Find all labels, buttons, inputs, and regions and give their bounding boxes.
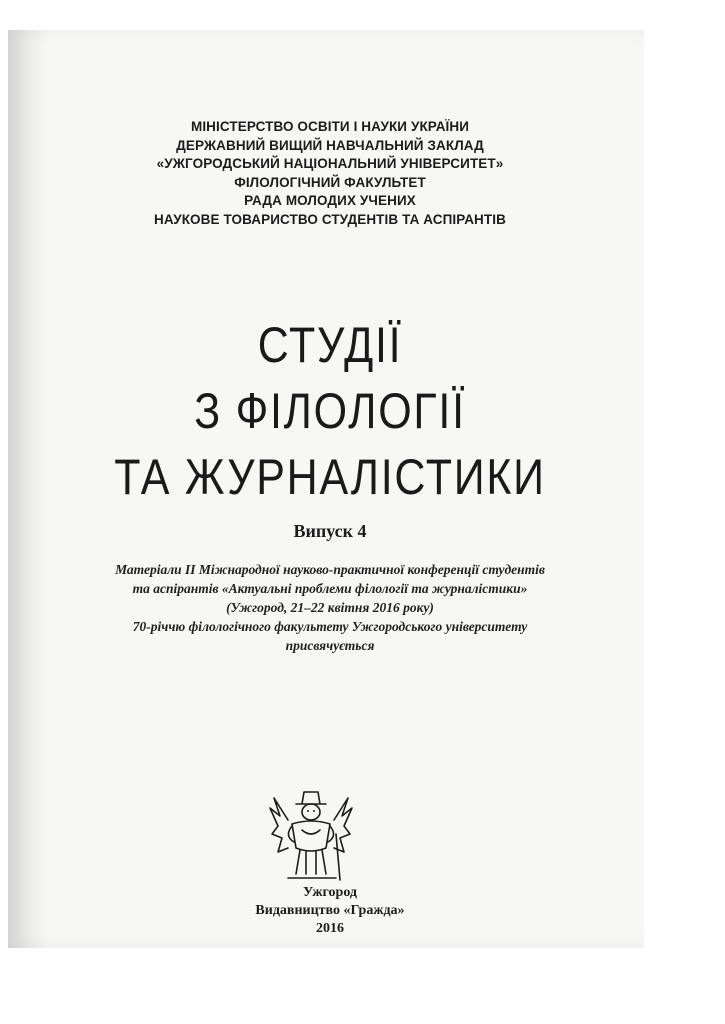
title-line-2: З ФІЛОЛОГІЇ [194, 383, 466, 439]
institution-header [80, 118, 580, 229]
header-line-institution-type: ДЕРЖАВНИЙ ВИЩИЙ НАВЧАЛЬНИЙ ЗАКЛАД [176, 137, 484, 153]
title-line-1: СТУДІЇ [257, 317, 403, 373]
issue-number: Випуск 4 [293, 521, 367, 541]
header-line-faculty: ФІЛОЛОГІЧНИЙ ФАКУЛЬТЕТ [234, 174, 426, 190]
description-line-5: присвячується [285, 638, 375, 653]
publication-footer [80, 884, 580, 938]
header-line-council: РАДА МОЛОДИХ УЧЕНИХ [244, 193, 416, 208]
header-line-ministry: МІНІСТЕРСТВО ОСВІТИ І НАУКИ УКРАЇНИ [190, 119, 470, 134]
publisher-name: Видавництво «Гражда» [255, 903, 405, 918]
description-line-2: та аспірантів «Актуальні проблеми філології та журналістики» [132, 581, 528, 596]
title-line-3: ТА ЖУРНАЛІСТИКИ [114, 449, 546, 505]
header-line-university: «УЖГОРОДСЬКИЙ НАЦІОНАЛЬНИЙ УНІВЕРСИТЕТ» [156, 156, 504, 171]
publication-city: Ужгород [302, 885, 358, 900]
page-spine-shadow [8, 30, 48, 948]
description-line-1: Матеріали ІІ Міжнародної науково-практичної конференції студентів [115, 562, 545, 577]
description-line-3: (Ужгород, 21–22 квітня 2016 року) [226, 600, 434, 615]
publisher-logo-icon [266, 782, 356, 884]
description-line-4: 70-річчю філологічного факультету Ужгородського університету [132, 619, 528, 634]
book-title [81, 312, 580, 510]
conference-description [40, 560, 620, 655]
header-line-society: НАУКОВЕ ТОВАРИСТВО СТУДЕНТІВ ТА АСПІРАНТІВ [154, 211, 506, 227]
publication-year: 2016 [316, 921, 344, 936]
